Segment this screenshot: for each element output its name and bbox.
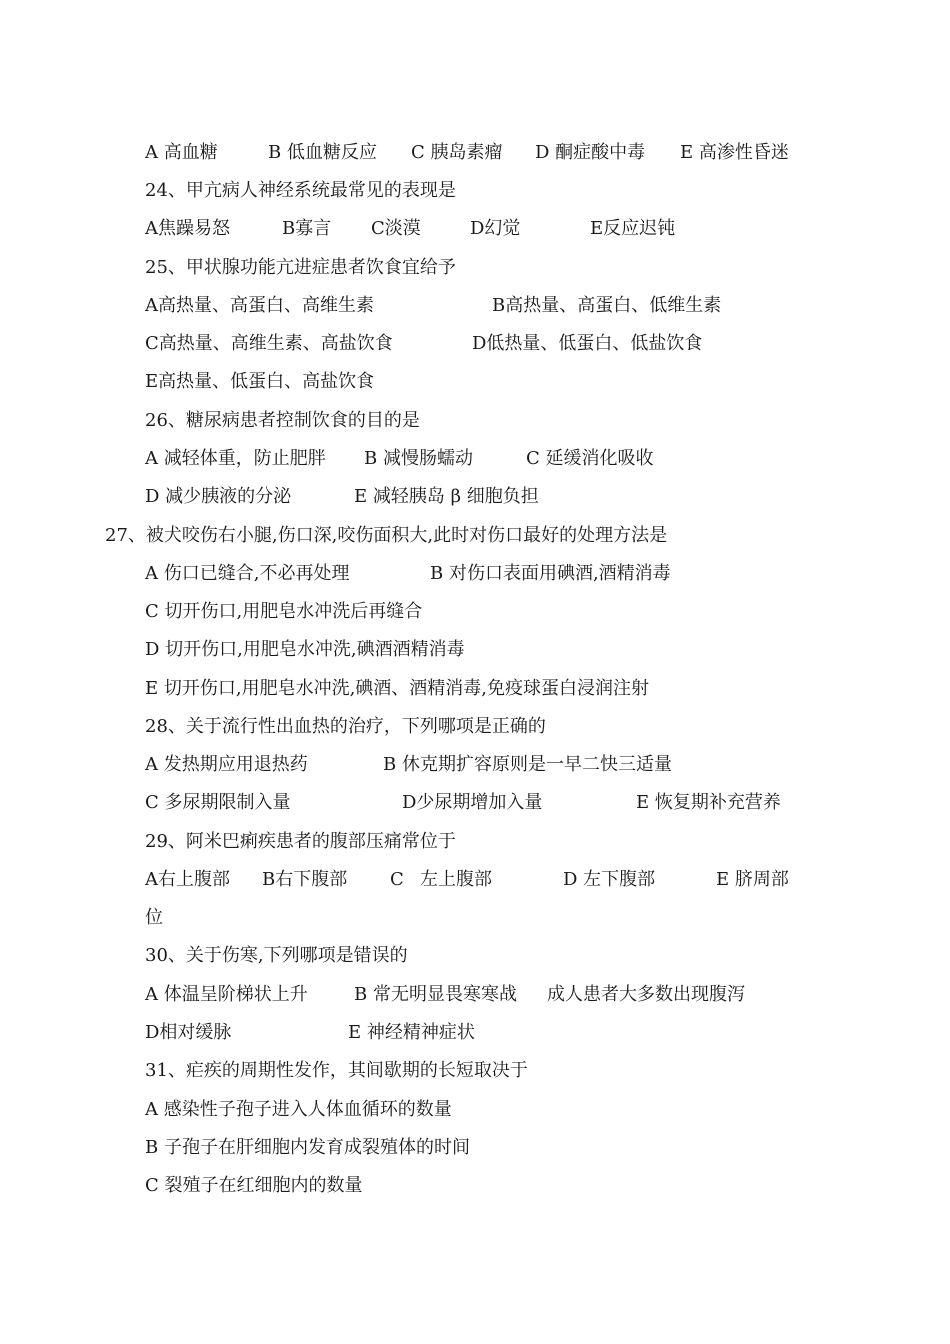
text-segment: B高热量、高蛋白、低维生素 <box>492 295 722 316</box>
text-segment: 位 <box>145 907 163 928</box>
text-segment: 成人患者大多数出现腹泻 <box>547 984 745 1005</box>
text-segment: 30、关于伤寒,下列哪项是错误的 <box>145 945 408 966</box>
text-segment: C 裂殖子在红细胞内的数量 <box>145 1175 363 1196</box>
text-segment: B 低血糖反应 <box>268 142 377 163</box>
text-segment: C高热量、高维生素、高盐饮食 <box>145 333 393 354</box>
text-segment: E 脐周部 <box>716 869 789 890</box>
text-segment: D 减少胰液的分泌 <box>145 486 292 507</box>
text-segment: 24、甲亢病人神经系统最常见的表现是 <box>145 180 456 201</box>
text-segment: 25、甲状腺功能亢进症患者饮食宜给予 <box>145 257 456 278</box>
text-segment: 26、糖尿病患者控制饮食的目的是 <box>145 410 420 431</box>
text-segment: 31、疟疾的周期性发作，其间歇期的长短取决于 <box>145 1060 528 1081</box>
text-segment: B右下腹部 <box>262 869 348 890</box>
text-segment: B 子孢子在肝细胞内发育成裂殖体的时间 <box>145 1137 470 1158</box>
text-segment: 27、被犬咬伤右小腿,伤口深,咬伤面积大,此时对伤口最好的处理方法是 <box>105 525 668 546</box>
text-segment: B 休克期扩容原则是一早二快三适量 <box>383 754 672 775</box>
text-segment: E 减轻胰岛 β 细胞负担 <box>354 486 539 507</box>
text-segment: A 感染性子孢子进入人体血循环的数量 <box>145 1099 452 1120</box>
text-segment: E反应迟钝 <box>590 218 676 239</box>
text-segment: C 多尿期限制入量 <box>145 792 291 813</box>
text-segment: A 发热期应用退热药 <box>145 754 308 775</box>
text-segment: A 减轻体重，防止肥胖 <box>145 448 326 469</box>
text-segment: E 神经精神症状 <box>348 1022 475 1043</box>
text-segment: D幻觉 <box>470 218 521 239</box>
text-segment: A 体温呈阶梯状上升 <box>145 984 308 1005</box>
text-segment: E 恢复期补充营养 <box>636 792 781 813</box>
text-segment: C 延缓消化吸收 <box>526 448 654 469</box>
text-segment: B寡言 <box>282 218 332 239</box>
text-segment: A 伤口已缝合,不必再处理 <box>145 563 350 584</box>
text-segment: D 酮症酸中毒 <box>535 142 646 163</box>
text-segment: D低热量、低蛋白、低盐饮食 <box>472 333 703 354</box>
text-segment: C 切开伤口,用肥皂水冲洗后再缝合 <box>145 601 423 622</box>
text-segment: D 切开伤口,用肥皂水冲洗,碘酒酒精消毒 <box>145 639 465 660</box>
text-segment: C 胰岛素瘤 <box>411 142 503 163</box>
text-segment: D相对缓脉 <box>145 1022 232 1043</box>
text-segment: A焦躁易怒 <box>145 218 230 239</box>
text-segment: D少尿期增加入量 <box>402 792 543 813</box>
text-segment: B 对伤口表面用碘酒,酒精消毒 <box>430 563 671 584</box>
text-segment: E 切开伤口,用肥皂水冲洗,碘酒、酒精消毒,免疫球蛋白浸润注射 <box>145 678 650 699</box>
text-segment: A右上腹部 <box>145 869 230 890</box>
text-segment: C淡漠 <box>371 218 421 239</box>
text-segment: D 左下腹部 <box>563 869 656 890</box>
text-segment: B 常无明显畏寒寒战 <box>354 984 517 1005</box>
text-segment: 29、阿米巴痢疾患者的腹部压痛常位于 <box>145 831 456 852</box>
text-segment: C <box>390 869 404 890</box>
text-segment: A 高血糖 <box>145 142 218 163</box>
text-segment: 左上腹部 <box>420 869 492 890</box>
text-segment: E 高渗性昏迷 <box>680 142 789 163</box>
text-segment: 28、关于流行性出血热的治疗，下列哪项是正确的 <box>145 716 546 737</box>
text-segment: A高热量、高蛋白、高维生素 <box>145 295 374 316</box>
text-segment: E高热量、低蛋白、高盐饮食 <box>145 371 375 392</box>
text-segment: B 减慢肠蠕动 <box>364 448 473 469</box>
